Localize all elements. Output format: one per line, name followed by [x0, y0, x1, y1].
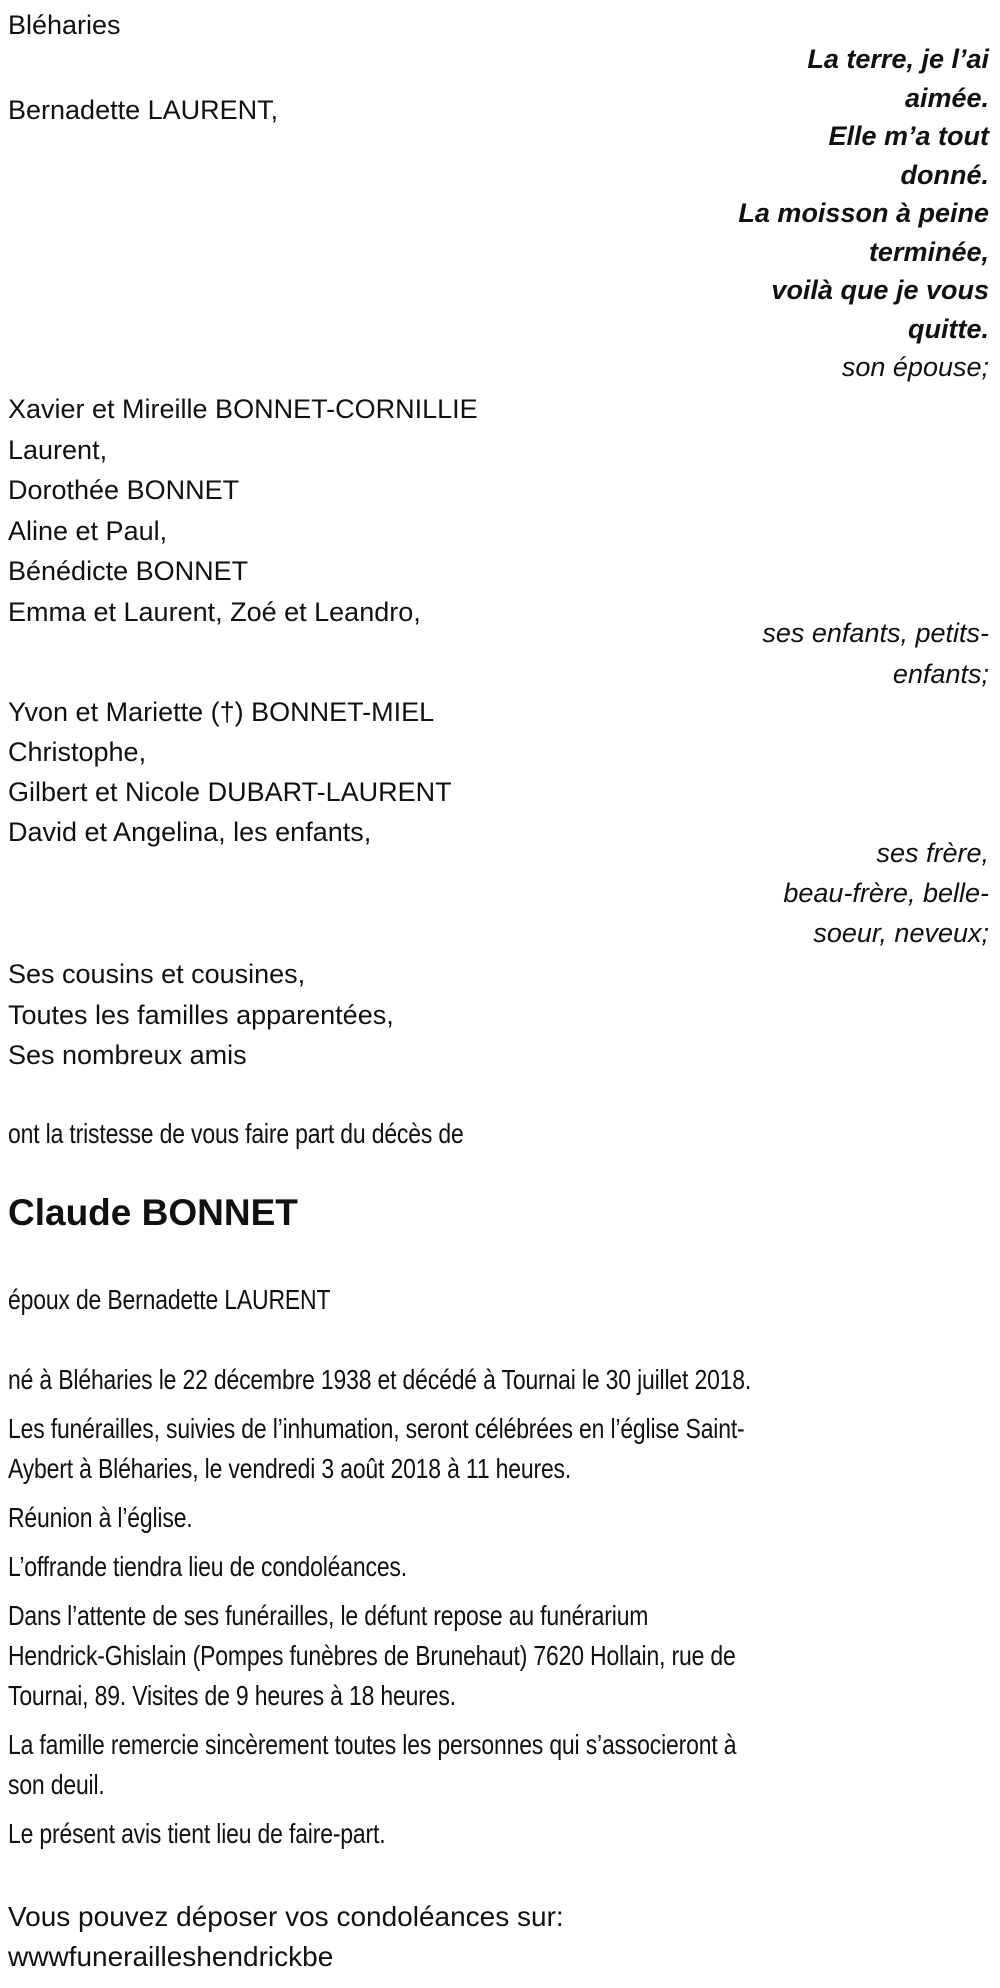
relation-line: soeur, neveux; [813, 918, 989, 948]
family-line: Yvon et Mariette (†) BONNET-MIEL [8, 697, 435, 727]
epitaph-attribution: son épouse; [841, 352, 989, 382]
relation-line: enfants; [892, 659, 989, 689]
epitaph-line: quitte. [908, 313, 989, 344]
family-line: Gilbert et Nicole DUBART-LAURENT [8, 777, 452, 807]
text-line: son deuil. [8, 1769, 105, 1800]
text-line: Le présent avis tient lieu de faire-part. [8, 1818, 386, 1849]
family-group-siblings [8, 692, 452, 852]
paragraph [8, 1547, 914, 1587]
family-line: David et Angelina, les enfants, [8, 817, 372, 847]
family-line: Emma et Laurent, Zoé et Leandro, [8, 596, 421, 627]
epitaph-line: aimée. [904, 82, 989, 113]
location-label: Bléharies [8, 10, 121, 40]
text-line: Aybert à Bléharies, le vendredi 3 août 2018 à 11 heures. [8, 1453, 572, 1484]
text-line: La famille remercie sincèrement toutes les personnes qui s’associeront à [8, 1729, 737, 1760]
text-line: L’offrande tiendra lieu de condoléances. [8, 1551, 407, 1582]
spouse-name: Bernadette LAURENT, [8, 95, 279, 125]
relation-line: ses enfants, petits- [762, 618, 989, 648]
footer [8, 1897, 564, 1977]
family-line: Dorothée BONNET [8, 475, 240, 505]
epitaph-line: La terre, je l’ai [807, 44, 989, 74]
relation-line: ses frère, [876, 838, 989, 868]
family-group-children [8, 389, 478, 632]
epitaph [738, 40, 989, 387]
paragraph [8, 1814, 914, 1854]
paragraph [8, 1725, 914, 1805]
deceased-relation: époux de Bernadette LAURENT [8, 1284, 331, 1315]
epitaph-line: Elle m’a tout [828, 121, 989, 151]
text-line: Dans l’attente de ses funérailles, le défunt repose au funérarium [8, 1600, 649, 1631]
family-line: Christophe, [8, 737, 147, 767]
epitaph-line: voilà que je vous [771, 275, 989, 305]
notice-body [8, 1360, 914, 1863]
text-line: Les funérailles, suivies de l’inhumation, seront célébrées en l’église Saint- [8, 1413, 745, 1444]
family-line: Xavier et Mireille BONNET-CORNILLIE [8, 394, 478, 424]
relation-label-siblings [783, 833, 989, 953]
relation-line: beau-frère, belle- [783, 878, 989, 908]
family-line: Aline et Paul, [8, 515, 168, 546]
family-line: Ses cousins et cousines, [8, 959, 306, 989]
family-line: Bénédicte BONNET [8, 556, 249, 586]
paragraph [8, 1596, 914, 1716]
deceased-name: Claude BONNET [8, 1192, 298, 1233]
family-line: Laurent, [8, 434, 108, 465]
epitaph-line: La moisson à peine [738, 198, 989, 228]
text-line: Hendrick-Ghislain (Pompes funèbres de Brunehaut) 7620 Hollain, rue de [8, 1640, 736, 1671]
family-line: Ses nombreux amis [8, 1040, 247, 1070]
family-line: Toutes les familles apparentées, [8, 999, 394, 1030]
condolences-prompt: Vous pouvez déposer vos condoléances sur: [8, 1901, 564, 1932]
family-group-others [8, 954, 394, 1076]
announcement-intro: ont la tristesse de vous faire part du décès de [8, 1118, 464, 1149]
epitaph-line: donné. [900, 159, 989, 190]
paragraph [8, 1360, 914, 1400]
text-line: né à Bléharies le 22 décembre 1938 et décédé à Tournai le 30 juillet 2018. [8, 1364, 752, 1395]
text-line: Réunion à l’église. [8, 1502, 193, 1533]
relation-label-children [762, 613, 989, 695]
epitaph-line: terminée, [868, 236, 989, 267]
text-line: Tournai, 89. Visites de 9 heures à 18 heures. [8, 1680, 456, 1711]
condolences-website: wwwfunerailleshendrickbe [8, 1941, 334, 1972]
paragraph [8, 1409, 914, 1489]
paragraph [8, 1498, 914, 1538]
